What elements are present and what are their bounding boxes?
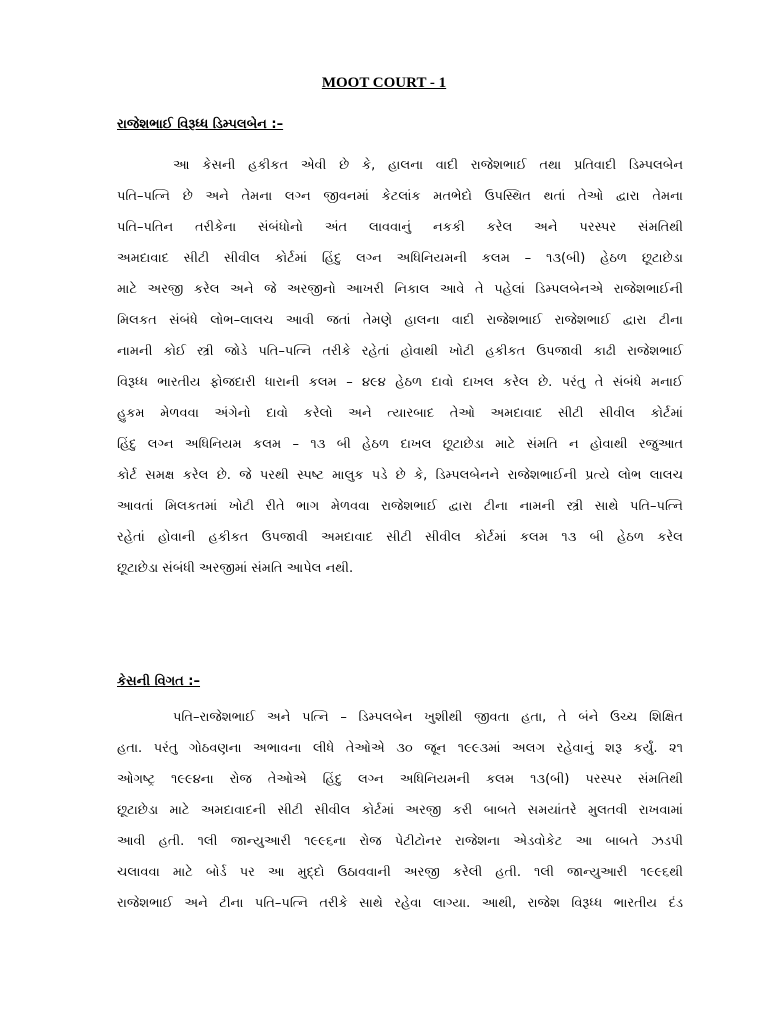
text-line: આવતાં મિલકતમાં ખોટી રીતે ભાગ મેળવવા રાજેશભાઈ દ્વારા ટીના નામની સ્ત્રી સાથે પતિ–પત્નિ xyxy=(117,499,683,514)
text-line: છૂટાછેડા સંબંધી અરજીમાં સંમતિ આપેલ નથી. xyxy=(117,561,354,576)
text-line: રાજેશભાઈ અને ટીના પતિ–પત્નિ તરીકે સાથે રહેવા લાગ્યા. આથી, રાજેશ વિરૂધ્ધ ભારતીય દંડ xyxy=(117,896,683,911)
text-line: હતા. પરંતુ ગોઠવણના અભાવના લીધે તેઓએ ૩૦ જૂન ૧૯૯૩માં અલગ રહેવાનું શરૂ કર્યું. ૨૧ xyxy=(117,741,683,756)
case-facts-paragraph xyxy=(117,150,683,584)
text-line: છૂટાછેડા માટે અમદાવાદની સીટી સીવીલ કોર્ટમાં અરજી કરી બાબતે સમયાંતરે મુલતવી રાખવામાં xyxy=(117,803,683,818)
text-line: હિંદુ લગ્ન અધિનિયમ કલમ – ૧૩ બી હેઠળ દાખલ છૂટાછેડા માટે સંમતિ ન હોવાથી રજુઆત xyxy=(117,437,683,452)
text-line: પતિ–પતિન તરીકેના સંબંધોનો અંત લાવવાનું નકકી કરેલ અને પરસ્પર સંમતિથી xyxy=(117,220,683,235)
case-heading: રાજેશભાઈ વિરૂધ્ધ ડિમ્પલબેન :– xyxy=(117,117,284,132)
document-title: MOOT COURT - 1 xyxy=(321,75,447,91)
text-line: આ કેસની હકીકત એવી છે કે, હાલના વાદી રાજેશભાઈ તથા પ્રતિવાદી ડિમ્પલબેન xyxy=(173,158,683,173)
text-line: રહેતાં હોવાની હકીકત ઉપજાવી અમદાવાદ સીટી સીવીલ કોર્ટમાં કલમ ૧૩ બી હેઠળ કરેલ xyxy=(117,530,683,545)
text-line: આવી હતી. ૧લી જાન્યુઆરી ૧૯૯૬ના રોજ પેટીટોનર રાજેશના એડવોકેટ આ બાબતે ઝડપી xyxy=(117,834,683,849)
text-line: પતિ–રાજેશભાઈ અને પત્નિ – ડિમ્પલબેન ખુશીથી જીવતા હતા, તે બંને ઉચ્ચ શિક્ષિત xyxy=(173,710,683,725)
case-details-paragraph xyxy=(117,702,683,919)
case-details-heading: કેસની વિગત :– xyxy=(117,674,201,689)
text-line: વિરૂધ્ધ ભારતીય ફોજદારી ધારાની કલમ – ૪૯૪ હેઠળ દાવો દાખલ કરેલ છે. પરંતુ તે સંબંધે મનાઈ xyxy=(117,375,683,390)
text-line: કોર્ટ સમક્ષ કરેલ છે. જે પરથી સ્પષ્ટ માલુક પડે છે કે, ડિમ્પલબેનને રાજેશભાઈની પ્રત્યે લોભ લાલચ xyxy=(117,468,683,483)
text-line: ઓગષ્ટ્ર ૧૯૯૪ના રોજ તેઓએ હિંદુ લગ્ન અધિનિયમની કલમ ૧૩(બી) પરસ્પર સંમતિથી xyxy=(117,772,683,787)
text-line: ચલાવવા માટે બોર્ડ પર આ મુદ્દો ઉઠાવવાની અરજી કરેલી હતી. ૧લી જાન્યુઆરી ૧૯૯૬થી xyxy=(117,865,683,880)
text-line: પતિ–પત્નિ છે અને તેમના લગ્ન જીવનમાં કેટલાંક મતભેદો ઉપસ્થિત થતાં તેઓ દ્વારા તેમના xyxy=(117,189,683,204)
text-line: અમદાવાદ સીટી સીવીલ કોર્ટમાં હિંદુ લગ્ન અધિનિયમની કલમ – ૧૩(બી) હેઠળ છૂટાછેડા xyxy=(117,251,683,266)
text-line: હુકમ મેળવવા અંગેનો દાવો કરેલો અને ત્યારબાદ તેઓ અમદાવાદ સીટી સીવીલ કોર્ટમાં xyxy=(117,406,683,421)
text-line: માટે અરજી કરેલ અને જે અરજીનો આખરી નિકાલ આવે તે પહેલાં ડિમ્પલબેનએ રાજેશભાઈની xyxy=(117,282,683,297)
text-line: નામની કોઈ સ્ત્રી જોડે પતિ–પત્નિ તરીકે રહેતાં હોવાથી ખોટી હકીકત ઉપજાવી કાઢી રાજેશભાઈ xyxy=(117,344,683,359)
text-line: મિલકત સંબંધે લોભ–લાલચ આવી જતાં તેમણે હાલના વાદી રાજેશભાઈ રાજેશભાઈ દ્વારા ટીના xyxy=(117,313,683,328)
